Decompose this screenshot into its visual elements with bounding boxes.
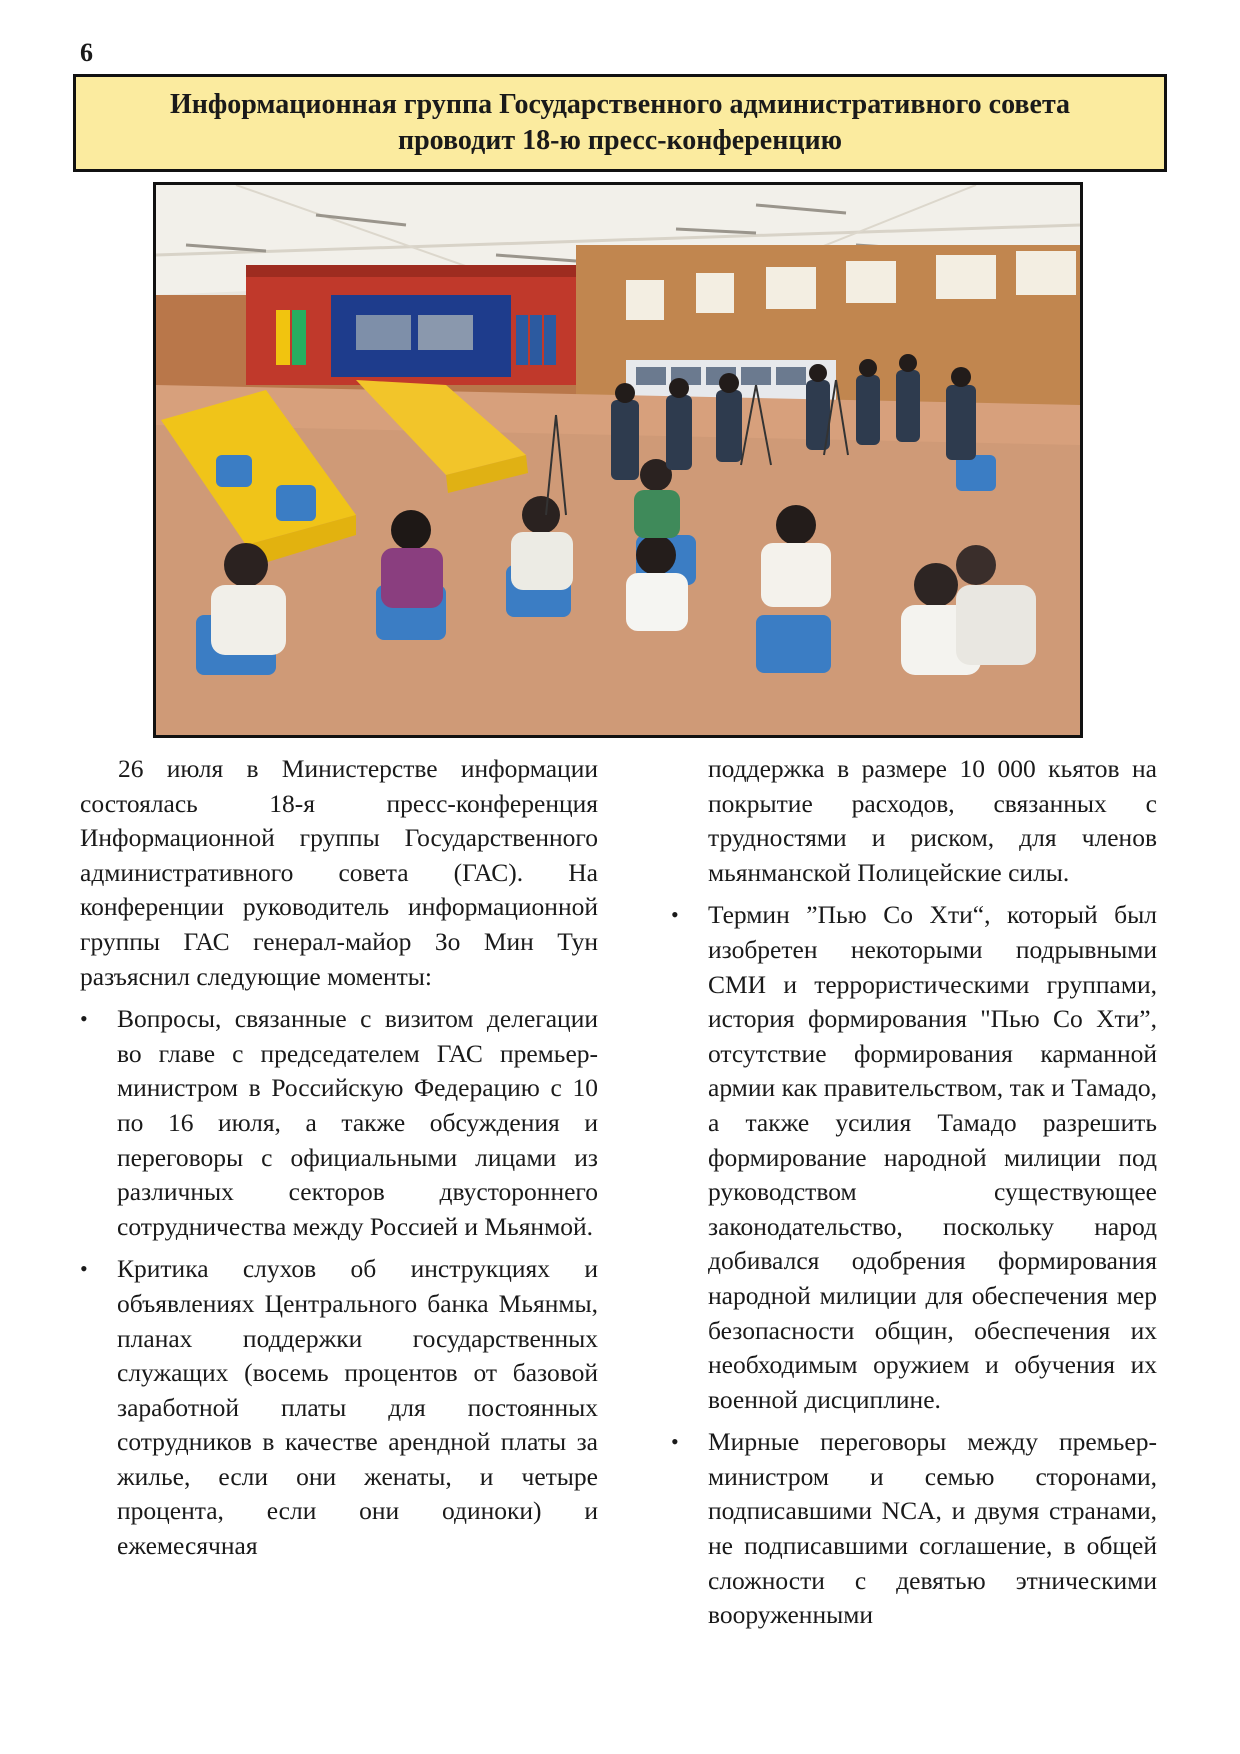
list-item <box>80 1252 598 1563</box>
bullet-text: Мирные переговоры между премьер-министром и семью сторонами, подписавшими NCA, и двумя странами, не подписавшими соглашение, в общей сложности с девятью этническими вооруженными <box>708 1427 1157 1630</box>
article-title-line-1: Информационная группа Государственного административного совета <box>169 89 1071 120</box>
bullet-text: Критика слухов об инструкциях и объявлениях Центрального банка Мьянмы, планах поддержки государственных служащих (восемь процентов от базовой заработной платы для постоянных сотрудников в качестве арендной платы за жилье, если они женаты, и четыре процента, если они одиноки) и ежемесячная <box>117 1254 598 1561</box>
intro-paragraph: 26 июля в Министерстве информации состоялась 18-я пресс-конференция Информационной группы Государственного административного совета (ГАС). На конференции руководитель информационной группы ГАС генерал-майор Зо Мин Тун разъяснил следующие моменты: <box>80 754 598 991</box>
text-column-right <box>671 752 1157 1633</box>
article-title <box>73 74 1167 172</box>
list-item <box>671 898 1157 1417</box>
bullet-list-right <box>671 898 1157 1632</box>
press-conference-photo <box>153 182 1083 738</box>
bullet-marker: • <box>671 902 679 928</box>
bullet-list-left <box>80 1002 598 1564</box>
list-item <box>671 1425 1157 1633</box>
bullet-text: Вопросы, связанные с визитом делегации во главе с председателем ГАС премьер-министром в Российскую Федерацию с 10 по 16 июля, а также обсуждения и переговоры с официальными лицами из различных секторов двустороннего сотрудничества между Россией и Мьянмой. <box>117 1004 598 1241</box>
text-column-left <box>80 752 598 1564</box>
bullet-continuation: поддержка в размере 10 000 кьятов на покрытие расходов, связанных с трудностями и риском, для членов мьянманской Полицейские силы. <box>708 754 1157 887</box>
bullet-text: Термин ”Пью Со Хти“, который был изобретен некоторыми подрывными СМИ и террористическими группами, история формирования "Пью Со Хти”, отсутствие формирования карманной армии как правительством, так и Тамадо, а также усилия Тамадо разрешить формирование народной милиции под руководством существующее законодательство, поскольку народ добивался одобрения формирования народной милиции для обеспечения мер безопасности общин, обеспечения их необходимым оружием и обучения их военной дисциплине. <box>708 900 1157 1414</box>
article-title-line-2: проводит 18-ю пресс-конференцию <box>397 125 843 156</box>
bullet-marker: • <box>80 1006 88 1032</box>
bullet-marker: • <box>671 1429 679 1455</box>
page-number: 6 <box>80 38 93 67</box>
list-item <box>80 1002 598 1244</box>
bullet-marker: • <box>80 1256 88 1282</box>
